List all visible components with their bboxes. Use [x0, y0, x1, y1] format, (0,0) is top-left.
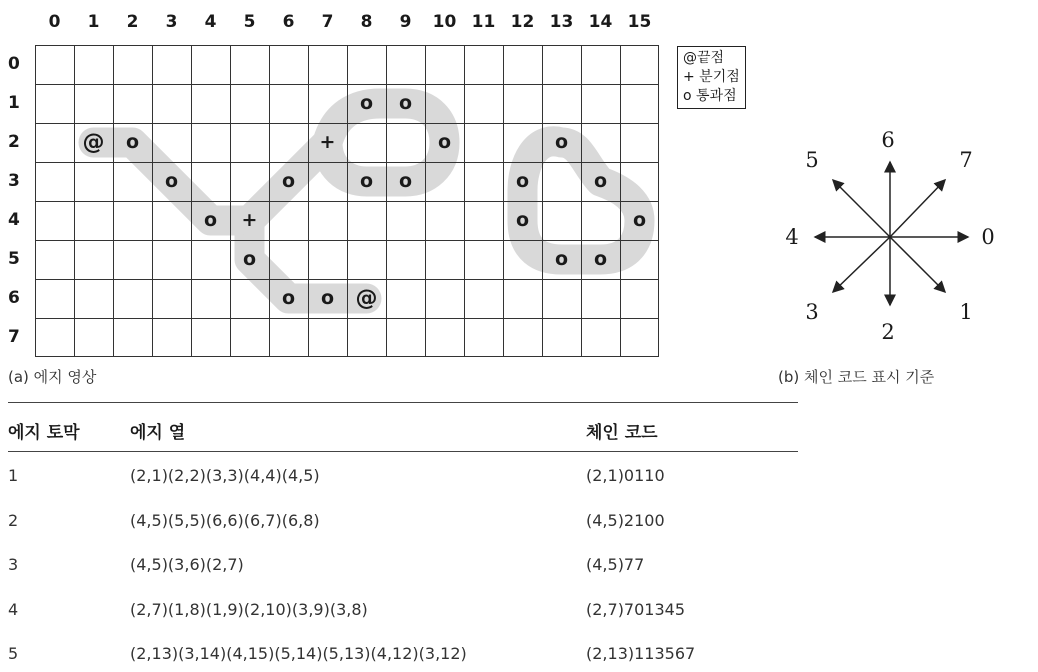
caption-chain-code-basis: (b) 체인 코드 표시 기준 — [778, 368, 935, 386]
grid-mark: o — [632, 209, 647, 231]
direction-label-4: 4 — [785, 225, 799, 249]
direction-label-5: 5 — [805, 148, 819, 172]
grid-mark: o — [125, 131, 140, 153]
grid-mark: o — [203, 209, 218, 231]
grid-mark: @ — [355, 286, 378, 311]
row-label: 5 — [8, 249, 20, 269]
direction-label-6: 6 — [881, 128, 895, 152]
grid-mark: o — [398, 92, 413, 114]
grid-marks — [35, 45, 659, 357]
column-label: 4 — [204, 12, 217, 32]
header-sequence: 에지 열 — [130, 423, 186, 443]
table-cell-segment: 5 — [8, 644, 19, 663]
table-cell-segment: 3 — [8, 555, 19, 574]
arrow-1 — [890, 237, 945, 292]
column-label: 6 — [282, 12, 295, 32]
table-cell-sequence: (4,5)(3,6)(2,7) — [130, 555, 244, 574]
table-cell-chain-code: (4,5)77 — [586, 555, 645, 574]
grid-mark: o — [593, 248, 608, 270]
row-label: 0 — [8, 54, 20, 74]
direction-label-1: 1 — [959, 300, 973, 324]
direction-label-2: 2 — [881, 320, 895, 344]
column-label: 11 — [471, 12, 496, 32]
legend-endpoint: @끝점 — [683, 50, 725, 66]
column-label: 7 — [321, 12, 334, 32]
grid-mark: + — [241, 209, 258, 231]
table-cell-chain-code: (2,7)701345 — [586, 599, 686, 619]
table-cell-sequence: (4,5)(5,5)(6,6)(6,7)(6,8) — [130, 510, 320, 530]
grid-mark: o — [281, 287, 296, 309]
grid-mark: o — [593, 170, 608, 192]
grid-mark: + — [319, 131, 336, 153]
grid-mark: o — [359, 170, 374, 192]
grid-mark: o — [554, 248, 569, 270]
grid-mark: o — [320, 287, 335, 309]
arrow-7 — [890, 180, 945, 237]
grid-mark: o — [242, 248, 257, 270]
column-label: 12 — [510, 12, 535, 32]
chain-code-diagram — [770, 120, 1030, 360]
direction-label-0: 0 — [981, 225, 995, 249]
direction-label-7: 7 — [959, 148, 973, 172]
table-cell-segment: 2 — [8, 510, 19, 530]
column-label: 5 — [243, 12, 256, 32]
column-label: 13 — [549, 12, 574, 32]
row-label: 4 — [8, 210, 20, 230]
table-cell-sequence: (2,13)(3,14)(4,15)(5,14)(5,13)(4,12)(3,12) — [130, 644, 467, 663]
header-segment: 에지 토막 — [8, 423, 80, 443]
table-cell-segment: 4 — [8, 599, 19, 619]
header-chain-code: 체인 코드 — [586, 423, 658, 443]
table-top-rule — [8, 402, 798, 403]
table-cell-chain-code: (2,13)113567 — [586, 644, 696, 663]
grid-mark: o — [515, 209, 530, 231]
grid-mark: o — [281, 170, 296, 192]
column-label: 9 — [399, 12, 412, 32]
row-label: 3 — [8, 171, 20, 191]
legend-pass: o 통과점 — [683, 88, 737, 104]
table-header-rule — [8, 451, 798, 452]
row-label: 7 — [8, 327, 20, 347]
column-label: 3 — [165, 12, 178, 32]
column-label: 15 — [627, 12, 652, 32]
table-cell-chain-code: (4,5)2100 — [586, 510, 665, 530]
legend-branch: + 분기점 — [683, 69, 740, 85]
caption-edge-image: (a) 에지 영상 — [8, 368, 97, 386]
row-label: 6 — [8, 288, 20, 308]
arrow-5 — [833, 180, 890, 237]
column-label: 10 — [432, 12, 457, 32]
table-cell-sequence: (2,1)(2,2)(3,3)(4,4)(4,5) — [130, 466, 320, 485]
column-label: 0 — [48, 12, 61, 32]
column-label: 2 — [126, 12, 139, 32]
column-label: 1 — [87, 12, 100, 32]
grid-mark: @ — [82, 130, 105, 155]
grid-mark: o — [515, 170, 530, 192]
grid-mark: o — [164, 170, 179, 192]
row-label: 2 — [8, 132, 20, 152]
grid-mark: o — [398, 170, 413, 192]
grid-mark: o — [437, 131, 452, 153]
grid-mark: o — [554, 131, 569, 153]
column-label: 14 — [588, 12, 613, 32]
arrow-3 — [833, 237, 890, 292]
table-cell-sequence: (2,7)(1,8)(1,9)(2,10)(3,9)(3,8) — [130, 599, 368, 619]
row-label: 1 — [8, 93, 20, 113]
direction-label-3: 3 — [805, 300, 819, 324]
column-label: 8 — [360, 12, 373, 32]
grid-mark: o — [359, 92, 374, 114]
table-cell-segment: 1 — [8, 466, 19, 485]
table-cell-chain-code: (2,1)0110 — [586, 466, 665, 485]
legend — [677, 46, 746, 109]
